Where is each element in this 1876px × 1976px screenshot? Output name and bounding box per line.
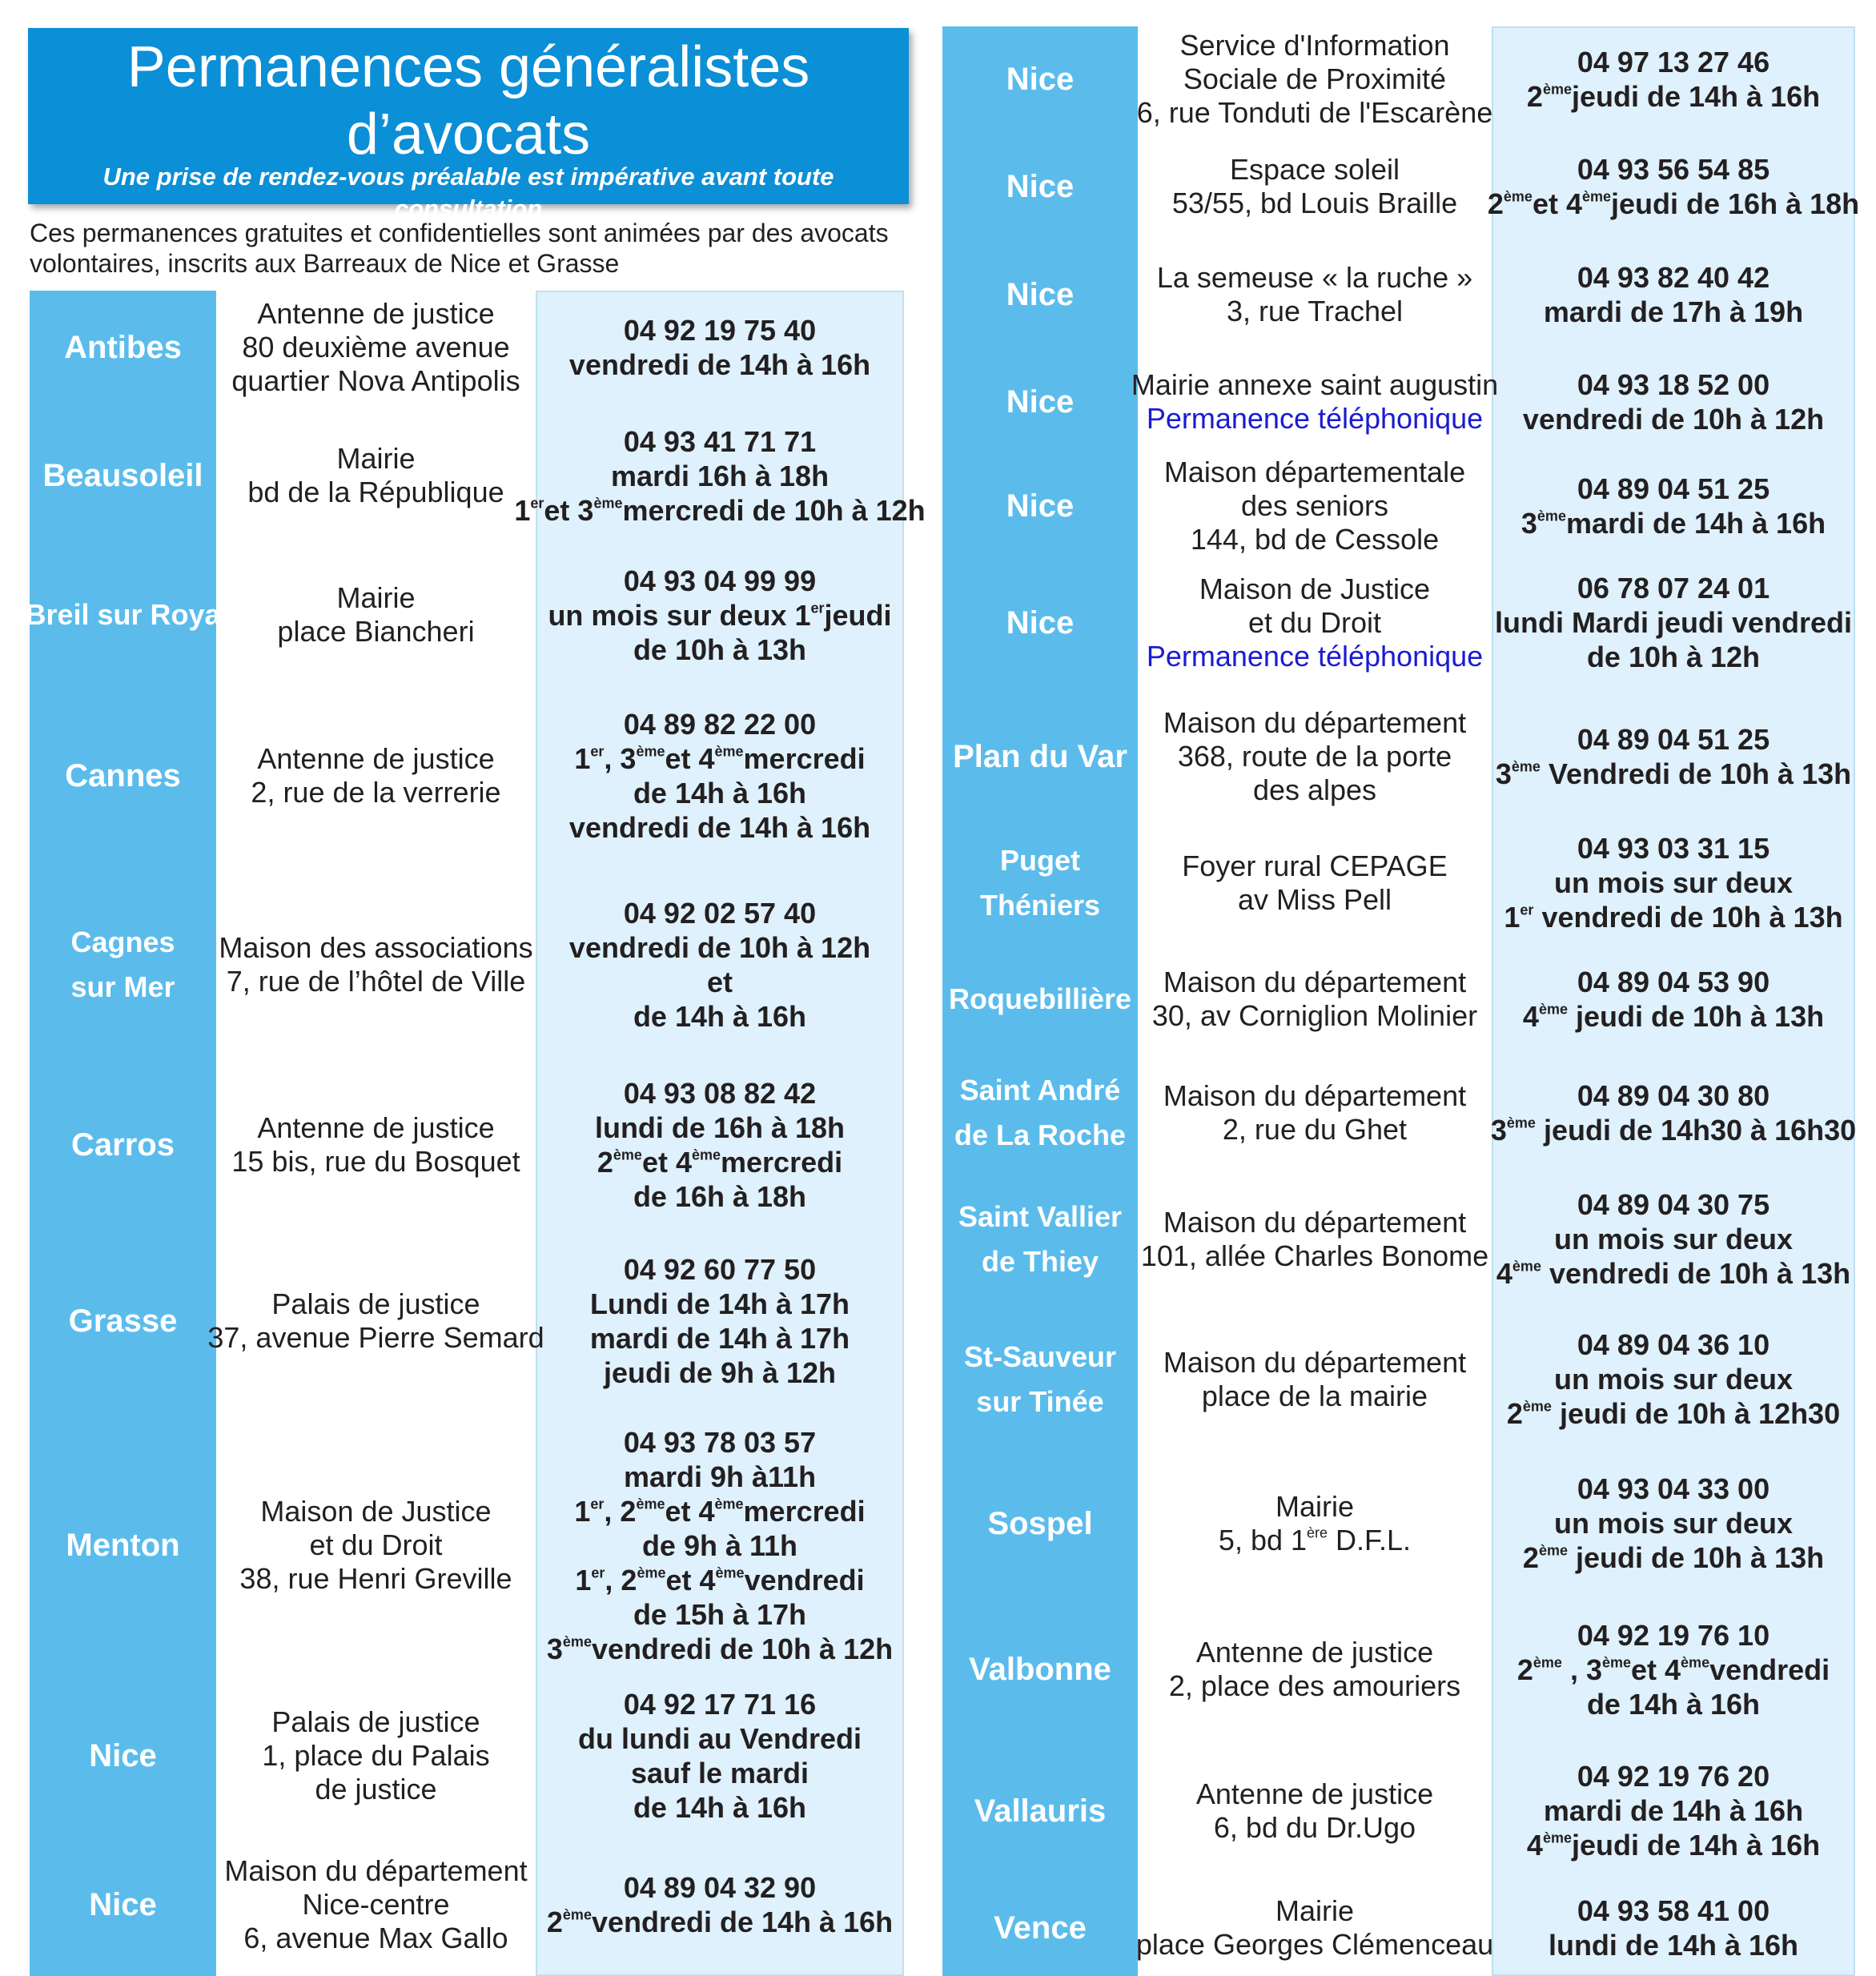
phone-number: 04 89 82 22 00 <box>623 708 817 741</box>
address-line: Maison des associations <box>219 931 533 964</box>
schedule-line: lundi de 14h à 16h <box>1548 1929 1799 1962</box>
address <box>216 1413 536 1677</box>
city-line: Nice <box>1006 604 1075 641</box>
address <box>1138 1309 1492 1449</box>
address <box>216 291 536 404</box>
schedule <box>1492 556 1855 689</box>
address-line: place de la mairie <box>1201 1379 1428 1412</box>
phone-number: 04 93 04 33 00 <box>1577 1472 1770 1505</box>
city-name <box>942 1169 1138 1309</box>
phone-number: 04 89 04 51 25 <box>1577 723 1770 756</box>
address <box>1131 348 1499 455</box>
address-line: Maison du département <box>1163 965 1467 998</box>
intro-line2: volontaires, inscrits aux Barreaux de Nice et Grasse <box>30 249 620 278</box>
address-line: 1, place du Palais <box>262 1738 490 1772</box>
schedule <box>536 547 904 683</box>
address-line: 2, rue du Ghet <box>1222 1113 1408 1146</box>
address-line: des alpes <box>1252 773 1377 806</box>
city-line: Antibes <box>64 330 182 365</box>
schedule <box>1492 941 1855 1057</box>
city-name <box>942 132 1138 240</box>
address <box>216 1833 536 1976</box>
schedule-line: lundi de 16h à 18h <box>594 1111 846 1144</box>
schedule <box>1492 1449 1855 1597</box>
schedule-line: mardi de 17h à 19h <box>1543 295 1804 328</box>
phone-number: 04 92 19 75 40 <box>623 314 817 347</box>
schedule-line: de 14h à 16h <box>633 777 807 809</box>
city-name <box>942 1449 1138 1597</box>
address-line: Mairie annexe saint augustin <box>1131 367 1499 401</box>
schedule-line: 3ème Vendredi de 10h à 13h <box>1495 757 1852 790</box>
address-line: Antenne de justice <box>1195 1777 1434 1810</box>
city-name <box>942 1057 1138 1169</box>
schedule-line: 3èmemardi de 14h à 16h <box>1520 506 1826 540</box>
city-name <box>30 1413 216 1677</box>
schedule-line: mardi 9h à11h <box>623 1460 817 1493</box>
city-line: Nice <box>89 1887 157 1922</box>
schedule-line: 2ème jeudi de 10h à 13h <box>1522 1541 1825 1574</box>
address <box>216 547 536 683</box>
schedule-line: et <box>706 966 733 998</box>
schedule-line: un mois sur deux <box>1553 1507 1794 1540</box>
phone-number: 04 92 17 71 16 <box>623 1687 817 1721</box>
address <box>216 1061 536 1229</box>
schedule-line: de 10h à 12h <box>1586 641 1761 673</box>
schedule <box>536 1677 904 1833</box>
schedule-line: Lundi de 14h à 17h <box>589 1287 850 1320</box>
schedule-line: mardi de 14h à 16h <box>1543 1794 1804 1827</box>
address-line: 15 bis, rue du Bosquet <box>231 1145 520 1178</box>
city-line: Nice <box>1006 488 1075 524</box>
address <box>1138 1449 1492 1597</box>
city-line: Nice <box>1006 62 1075 97</box>
address-line: 2, place des amouriers <box>1168 1669 1461 1702</box>
city-line: Cagnes <box>70 926 175 958</box>
address-line: 7, rue de l’hôtel de Ville <box>226 965 526 998</box>
schedule-line: mardi 16h à 18h <box>610 459 830 492</box>
schedule-line: un mois sur deux <box>1553 866 1794 899</box>
address-line: et du Droit <box>1247 605 1382 639</box>
address <box>1138 26 1492 132</box>
phone-number: 04 92 60 77 50 <box>623 1253 817 1286</box>
address-line: Mairie <box>336 442 416 475</box>
address <box>216 404 536 547</box>
schedule <box>1492 1880 1855 1976</box>
schedule-line: du lundi au Vendredi <box>577 1721 862 1755</box>
city-name <box>25 547 221 683</box>
city-line: Roquebillière <box>948 982 1132 1015</box>
city-line: Nice <box>1006 384 1075 420</box>
city-name <box>30 1833 216 1976</box>
address-line: bd de la République <box>247 476 504 508</box>
schedule-line: de 16h à 18h <box>633 1180 807 1213</box>
city-name <box>30 1677 216 1833</box>
intro-line1: Ces permanences gratuites et confidentielles sont animées par des avocats <box>30 219 889 247</box>
city-name <box>942 1309 1138 1449</box>
schedule-line: un mois sur deux <box>1553 1223 1794 1255</box>
city-name <box>942 455 1138 556</box>
schedule-line: de 14h à 16h <box>1586 1687 1761 1721</box>
address <box>1138 825 1492 941</box>
address-line: Maison départementale <box>1163 455 1466 488</box>
city-name <box>942 825 1138 941</box>
schedule-line: de 14h à 16h <box>633 1000 807 1033</box>
schedule-line: 3ème jeudi de 14h30 à 16h30 <box>1490 1114 1857 1147</box>
schedule-line: vendredi de 14h à 16h <box>568 348 871 381</box>
schedule <box>1492 1597 1855 1741</box>
page-title-line1: Permanences généralistes <box>127 35 810 99</box>
schedule-line: 2èmeet 4èmejeudi de 16h à 18h <box>1487 187 1860 220</box>
city-name <box>942 1880 1138 1976</box>
city-line: de La Roche <box>954 1119 1127 1151</box>
schedule-line: de 10h à 13h <box>633 633 807 666</box>
schedule <box>536 1833 904 1976</box>
city-line: Plan du Var <box>953 739 1127 774</box>
schedule <box>1492 455 1855 556</box>
schedule <box>1492 1057 1855 1169</box>
schedule <box>1492 348 1855 455</box>
intro-text <box>30 218 926 279</box>
address-line: Palais de justice <box>271 1287 480 1320</box>
schedule-line: un mois sur deux <box>1553 1363 1794 1396</box>
address <box>216 683 536 869</box>
address-line: 6, bd du Dr.Ugo <box>1213 1810 1416 1844</box>
address-line: 80 deuxième avenue <box>242 331 510 363</box>
city-line: Saint André <box>959 1074 1121 1106</box>
phone-number: 04 89 04 51 25 <box>1577 472 1770 505</box>
city-line: Nice <box>1006 168 1075 204</box>
address <box>207 1229 544 1413</box>
address-line: 38, rue Henri Greville <box>239 1562 512 1595</box>
city-line: Théniers <box>979 888 1101 922</box>
address <box>216 1677 536 1833</box>
address-line: place Biancheri <box>277 615 475 648</box>
address-line: Maison du département <box>1163 1079 1467 1112</box>
address-line: Espace soleil <box>1229 152 1400 186</box>
schedule <box>536 869 904 1061</box>
schedule-line: 2èmeet 4èmemercredi <box>597 1146 843 1179</box>
city-name <box>942 240 1138 348</box>
address <box>1138 1597 1492 1741</box>
city-line: Breil sur Roya <box>25 598 221 631</box>
schedule <box>1492 240 1855 348</box>
phone-number: 04 97 13 27 46 <box>1577 46 1770 78</box>
address-line: Maison du département <box>1163 1345 1467 1379</box>
address-line: quartier Nova Antipolis <box>231 364 520 397</box>
schedule-line: 2èmejeudi de 14h à 16h <box>1526 80 1821 113</box>
city-line: Grasse <box>68 1303 178 1339</box>
address-line: Mairie <box>1275 1489 1354 1523</box>
address-line: Mairie <box>336 581 416 614</box>
address-line: 101, allée Charles Bonome <box>1140 1239 1489 1272</box>
address-line: 53/55, bd Louis Braille <box>1171 186 1458 219</box>
address <box>1138 1057 1492 1169</box>
phone-service-note: Permanence téléphonique <box>1146 401 1484 435</box>
city-line: St-Sauveur <box>963 1339 1117 1373</box>
address <box>1138 132 1492 240</box>
phone-number: 04 93 82 40 42 <box>1577 260 1770 294</box>
phone-number: 04 93 04 99 99 <box>623 564 817 597</box>
address-line: Sociale de Proximité <box>1183 62 1447 95</box>
address-line: de justice <box>315 1772 437 1805</box>
schedule-line: lundi Mardi jeudi vendredi <box>1494 606 1853 639</box>
city-name <box>942 26 1138 132</box>
city-line: Vence <box>994 1910 1087 1946</box>
schedule-line: 2ème , 3èmeet 4èmevendredi <box>1516 1653 1830 1686</box>
address-line: 6, rue Tonduti de l'Escarène <box>1136 96 1493 129</box>
city-name <box>30 869 216 1061</box>
address <box>1138 1741 1492 1880</box>
address-line: Antenne de justice <box>257 1111 495 1144</box>
city-line: de Thiey <box>981 1244 1099 1278</box>
page-title-line2: d’avocats <box>346 102 591 167</box>
schedule <box>536 683 904 869</box>
address-line: Maison de Justice <box>260 1495 492 1528</box>
phone-number: 04 93 56 54 85 <box>1577 152 1770 186</box>
schedule-line: 1er, 3èmeet 4èmemercredi <box>574 742 866 775</box>
schedule-line: vendredi de 10h à 12h <box>1522 402 1825 436</box>
page-subtitle: Une prise de rendez-vous préalable est impérative avant toute consultation <box>102 163 834 223</box>
address-line: 368, route de la porte <box>1177 740 1452 773</box>
city-line: Nice <box>89 1737 157 1773</box>
phone-number: 04 93 78 03 57 <box>623 1425 817 1459</box>
phone-number: 04 89 04 36 10 <box>1577 1328 1770 1361</box>
schedule <box>1492 689 1855 825</box>
address-line: Antenne de justice <box>257 742 495 775</box>
schedule <box>1487 132 1860 240</box>
address-line: 37, avenue Pierre Semard <box>207 1321 544 1354</box>
city-name <box>942 941 1138 1057</box>
schedule-line: 1eret 3èmemercredi de 10h à 12h <box>514 493 926 527</box>
phone-number: 04 93 18 52 00 <box>1577 367 1770 401</box>
phone-number: 04 89 04 30 80 <box>1577 1079 1770 1112</box>
city-line: Vallauris <box>974 1793 1107 1829</box>
schedule <box>1492 1741 1855 1880</box>
address <box>1138 1169 1492 1309</box>
address <box>1138 689 1492 825</box>
schedule-line: 2èmevendredi de 14h à 16h <box>546 1906 894 1938</box>
schedule <box>536 1413 904 1677</box>
schedule <box>1492 26 1855 132</box>
city-name <box>30 404 216 547</box>
city-name <box>942 556 1138 689</box>
address-line: Antenne de justice <box>257 297 495 330</box>
address-line: Nice-centre <box>302 1888 450 1921</box>
phone-number: 04 93 58 41 00 <box>1577 1894 1770 1927</box>
city-line: Carros <box>71 1127 175 1163</box>
address-line: Maison du département <box>224 1854 528 1887</box>
city-line: Cannes <box>65 758 181 793</box>
schedule-line: de 14h à 16h <box>633 1790 807 1824</box>
address-line: Maison du département <box>1163 706 1467 739</box>
title-banner <box>28 28 909 223</box>
phone-number: 04 93 08 82 42 <box>623 1077 817 1110</box>
address <box>1138 941 1492 1057</box>
schedule-line: vendredi de 14h à 16h <box>568 811 871 844</box>
address-line: La semeuse « la ruche » <box>1156 260 1473 294</box>
address-line: 30, av Corniglion Molinier <box>1151 998 1478 1032</box>
address-line: 6, avenue Max Gallo <box>243 1922 508 1954</box>
phone-number: 04 89 04 32 90 <box>623 1871 817 1904</box>
schedule-line: de 15h à 17h <box>633 1597 807 1631</box>
city-name <box>942 348 1138 455</box>
schedule-line: 3èmevendredi de 10h à 12h <box>546 1632 894 1665</box>
schedule <box>536 1229 904 1413</box>
schedule-line: sauf le mardi <box>630 1756 809 1789</box>
city-line: Menton <box>66 1528 180 1563</box>
address-line: place Georges Clémenceau <box>1135 1928 1494 1961</box>
city-name <box>30 1229 216 1413</box>
city-line: sur Mer <box>70 970 175 1003</box>
city-line: sur Tinée <box>976 1384 1104 1418</box>
city-line: Saint Vallier <box>958 1199 1123 1233</box>
address-line: Palais de justice <box>271 1705 480 1738</box>
city-name <box>942 689 1138 825</box>
address-line: 144, bd de Cessole <box>1190 522 1440 556</box>
schedule-line: de 9h à 11h <box>641 1528 798 1562</box>
schedule-line: 2ème jeudi de 10h à 12h30 <box>1506 1397 1841 1430</box>
schedule <box>514 404 926 547</box>
city-line: Nice <box>1006 276 1075 312</box>
city-name <box>942 1741 1138 1880</box>
city-line: Beausoleil <box>42 458 203 493</box>
address <box>1138 455 1492 556</box>
address-line: Maison du département <box>1163 1205 1467 1239</box>
address <box>1138 556 1492 689</box>
address <box>1138 240 1492 348</box>
schedule-line: 4ème jeudi de 10h à 13h <box>1522 999 1825 1033</box>
address-line: Maison de Justice <box>1199 572 1431 605</box>
city-name <box>30 291 216 404</box>
city-name <box>30 1061 216 1229</box>
schedule <box>1492 1169 1855 1309</box>
phone-number: 04 93 03 31 15 <box>1577 832 1770 865</box>
address-line: Mairie <box>1275 1894 1355 1927</box>
address-line: Antenne de justice <box>1195 1636 1434 1669</box>
schedule-line: vendredi de 10h à 12h <box>568 931 871 964</box>
phone-service-note: Permanence téléphonique <box>1146 639 1484 673</box>
phone-number: 04 92 19 76 20 <box>1577 1760 1770 1793</box>
schedule-line: 1er, 2èmeet 4èmevendredi <box>575 1563 865 1596</box>
schedule-line: jeudi de 9h à 12h <box>603 1356 837 1389</box>
schedule-line: un mois sur deux 1erjeudi <box>548 598 892 632</box>
schedule <box>1492 825 1855 941</box>
schedule-line: mardi de 14h à 17h <box>589 1322 850 1355</box>
phone-number: 06 78 07 24 01 <box>1577 572 1770 604</box>
address <box>216 869 536 1061</box>
phone-number: 04 93 41 71 71 <box>623 424 817 458</box>
city-name <box>30 683 216 869</box>
schedule-line: 1er vendredi de 10h à 13h <box>1504 901 1843 934</box>
schedule-line: 4ème vendredi de 10h à 13h <box>1496 1257 1851 1290</box>
schedule-line: 4èmejeudi de 14h à 16h <box>1526 1829 1821 1862</box>
address-line: 5, bd 1ère D.F.L. <box>1218 1523 1412 1556</box>
address-line: 2, rue de la verrerie <box>251 776 501 809</box>
phone-number: 04 89 04 53 90 <box>1577 965 1770 998</box>
address-line: av Miss Pell <box>1237 882 1392 916</box>
schedule-line: 1er, 2èmeet 4èmemercredi <box>574 1494 866 1528</box>
address-line: 3, rue Trachel <box>1226 294 1404 327</box>
schedule <box>536 291 904 404</box>
address-line: et du Droit <box>309 1528 443 1561</box>
address <box>1135 1880 1494 1976</box>
phone-number: 04 89 04 30 75 <box>1577 1188 1770 1221</box>
city-name <box>942 1597 1138 1741</box>
schedule <box>1492 1309 1855 1449</box>
city-line: Valbonne <box>969 1652 1111 1687</box>
city-line: Sospel <box>987 1505 1093 1541</box>
city-line: Puget <box>999 843 1080 877</box>
schedule <box>536 1061 904 1229</box>
address-line: Service d'Information <box>1179 29 1450 62</box>
phone-number: 04 92 19 76 10 <box>1577 1618 1770 1652</box>
phone-number: 04 92 02 57 40 <box>623 897 817 930</box>
address-line: des seniors <box>1240 488 1389 522</box>
address-line: Foyer rural CEPAGE <box>1182 849 1448 882</box>
